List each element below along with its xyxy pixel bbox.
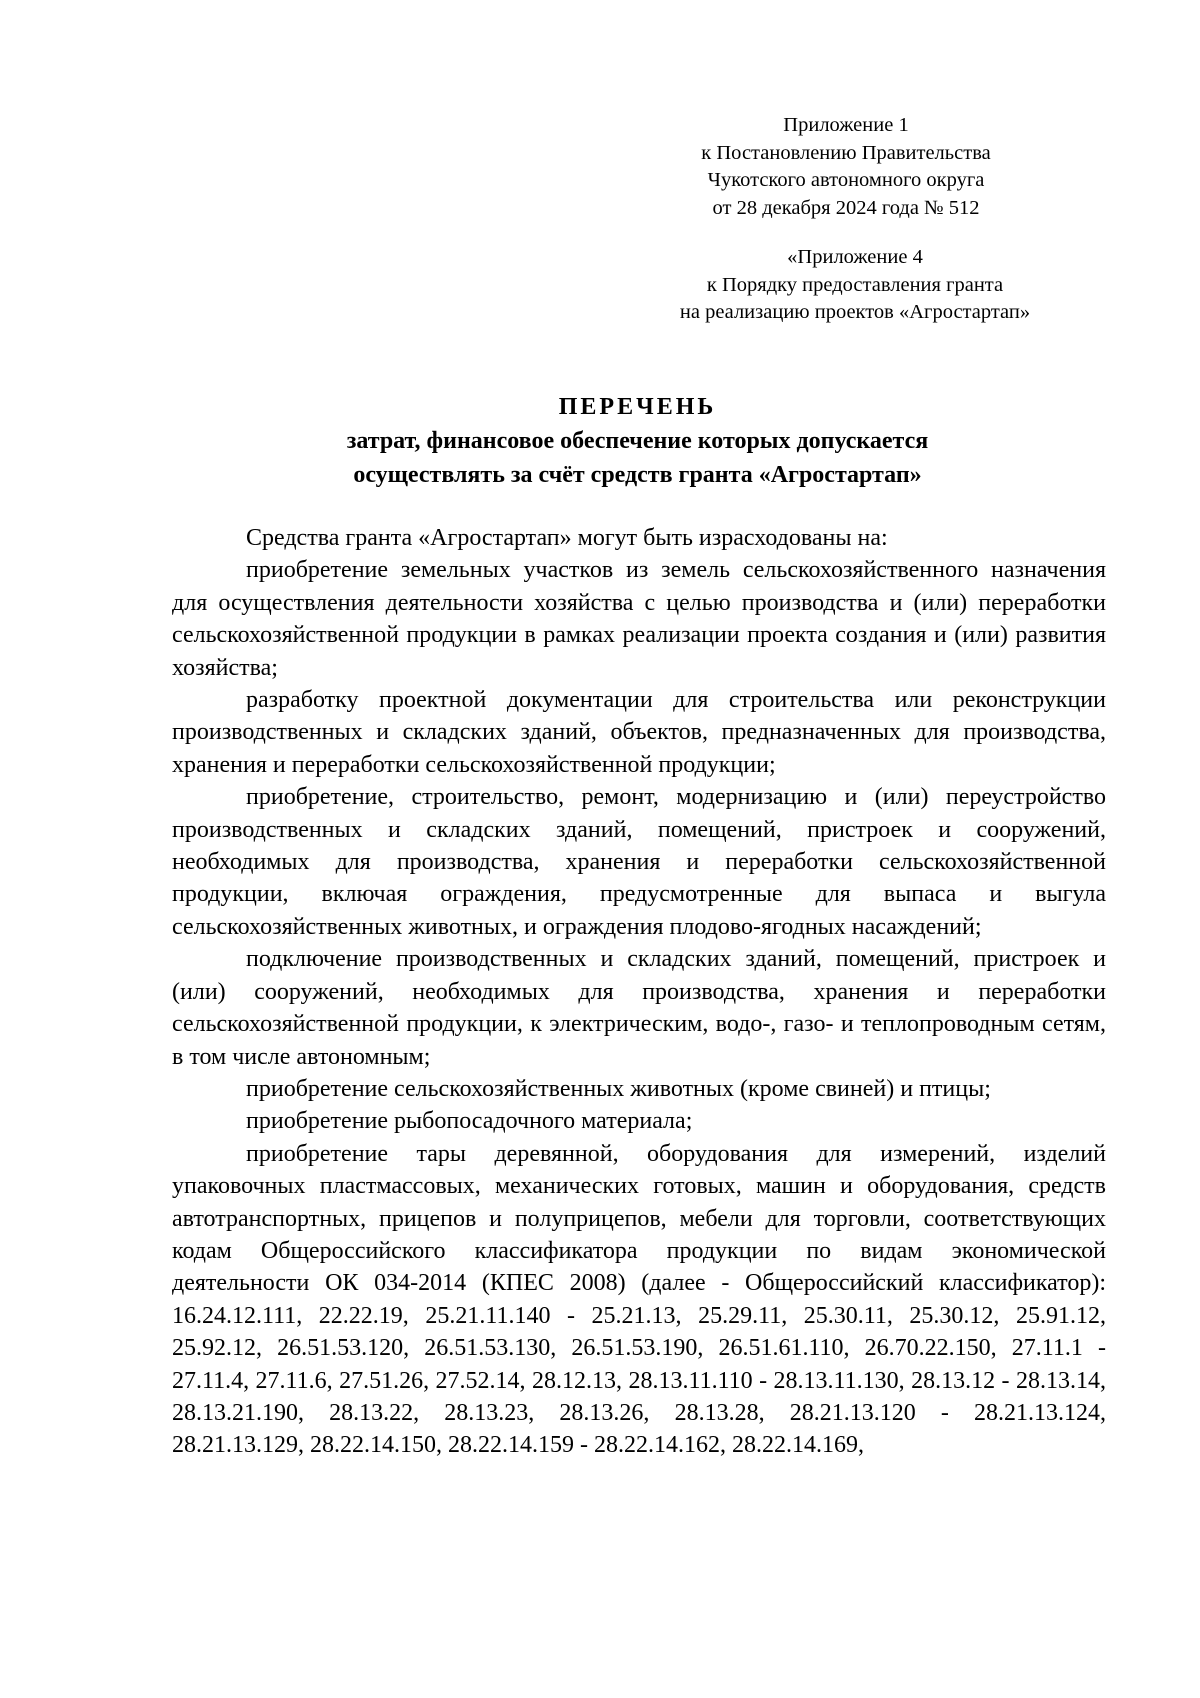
appendix-1-header bbox=[636, 112, 1056, 222]
appendix-4-line: на реализацию проектов «Агростартап» bbox=[679, 301, 1031, 323]
appendix-4-line: к Порядку предоставления гранта bbox=[706, 273, 1004, 296]
document-body bbox=[172, 522, 1106, 1462]
title-line: затрат, финансовое обеспечение которых допускается bbox=[346, 428, 929, 454]
appendix-4-header bbox=[645, 244, 1065, 327]
list-item: приобретение рыбопосадочного материала; bbox=[246, 1108, 693, 1135]
intro-paragraph: Средства гранта «Агростартап» могут быть израсходованы на: bbox=[246, 525, 888, 551]
appendix-1-line: Чукотского автономного округа bbox=[707, 169, 985, 191]
appendix-1-line: к Постановлению Правительства bbox=[701, 141, 991, 164]
appendix-1-line: Приложение 1 bbox=[783, 114, 909, 136]
list-item: разработку проектной документации для строительства или реконструкции производственных и складских зданий, объектов, предназначенных для производства, хранения и переработки сельскохозяйственной продукции; bbox=[172, 687, 1106, 778]
appendix-4-line: «Приложение 4 bbox=[787, 246, 923, 268]
list-item: приобретение сельскохозяйственных животных (кроме свиней) и птицы; bbox=[246, 1075, 991, 1102]
title-line: осуществлять за счёт средств гранта «Агростартап» bbox=[353, 462, 922, 488]
document-title bbox=[170, 390, 1105, 492]
list-item: подключение производственных и складских зданий, помещений, пристроек и (или) сооружений, необходимых для производства, хранения и переработки сельскохозяйственной продукции, к электрическим, водо-, газо- и теплопроводным сетям, в том числе автономным; bbox=[172, 946, 1106, 1070]
list-item: приобретение, строительство, ремонт, модернизацию и (или) переустройство производственных и складских зданий, помещений, пристроек и сооружений, необходимых для производства, хранения и переработки сельскохозяйственной продукции, включая ограждения, предусмотренные для выпаса и выгула сельскохозяйственных животных, и ограждения плодово-ягодных насаждений; bbox=[172, 784, 1106, 940]
appendix-1-line: от 28 декабря 2024 года № 512 bbox=[712, 196, 980, 219]
list-item: приобретение тары деревянной, оборудования для измерений, изделий упаковочных пластмассовых, механических готовых, машин и оборудования, средств автотранспортных, прицепов и полуприцепов, мебели для торговли, соответствующих кодам Общероссийского классификатора продукции по видам экономической деятельности ОК 034-2014 (КПЕС 2008) (далее - Общероссийский классификатор): 16.24.12.111, 22.22.19, 25.21.11.140 - 25.21.13, 25.29.11, 25.30.11, 25.30.12, 25.91.12, 25.92.12, 26.51.53.120, 26.51.53.130, 26.51.53.190, 26.51.61.110, 26.70.22.150, 27.11.1 - 27.11.4, 27.11.6, 27.51.26, 27.52.14, 28.12.13, 28.13.11.110 - 28.13.11.130, 28.13.12 - 28.13.14, 28.13.21.190, 28.13.22, 28.13.23, 28.13.26, 28.13.28, 28.21.13.120 - 28.21.13.124, 28.21.13.129, 28.22.14.150, 28.22.14.159 - 28.22.14.162, 28.22.14.169, bbox=[172, 1140, 1106, 1459]
list-item: приобретение земельных участков из земель сельскохозяйственного назначения для осуществления деятельности хозяйства с целью производства и (или) переработки сельскохозяйственной продукции в рамках реализации проекта создания и (или) развития хозяйства; bbox=[172, 557, 1106, 681]
title-main: ПЕРЕЧЕНЬ bbox=[558, 394, 717, 420]
